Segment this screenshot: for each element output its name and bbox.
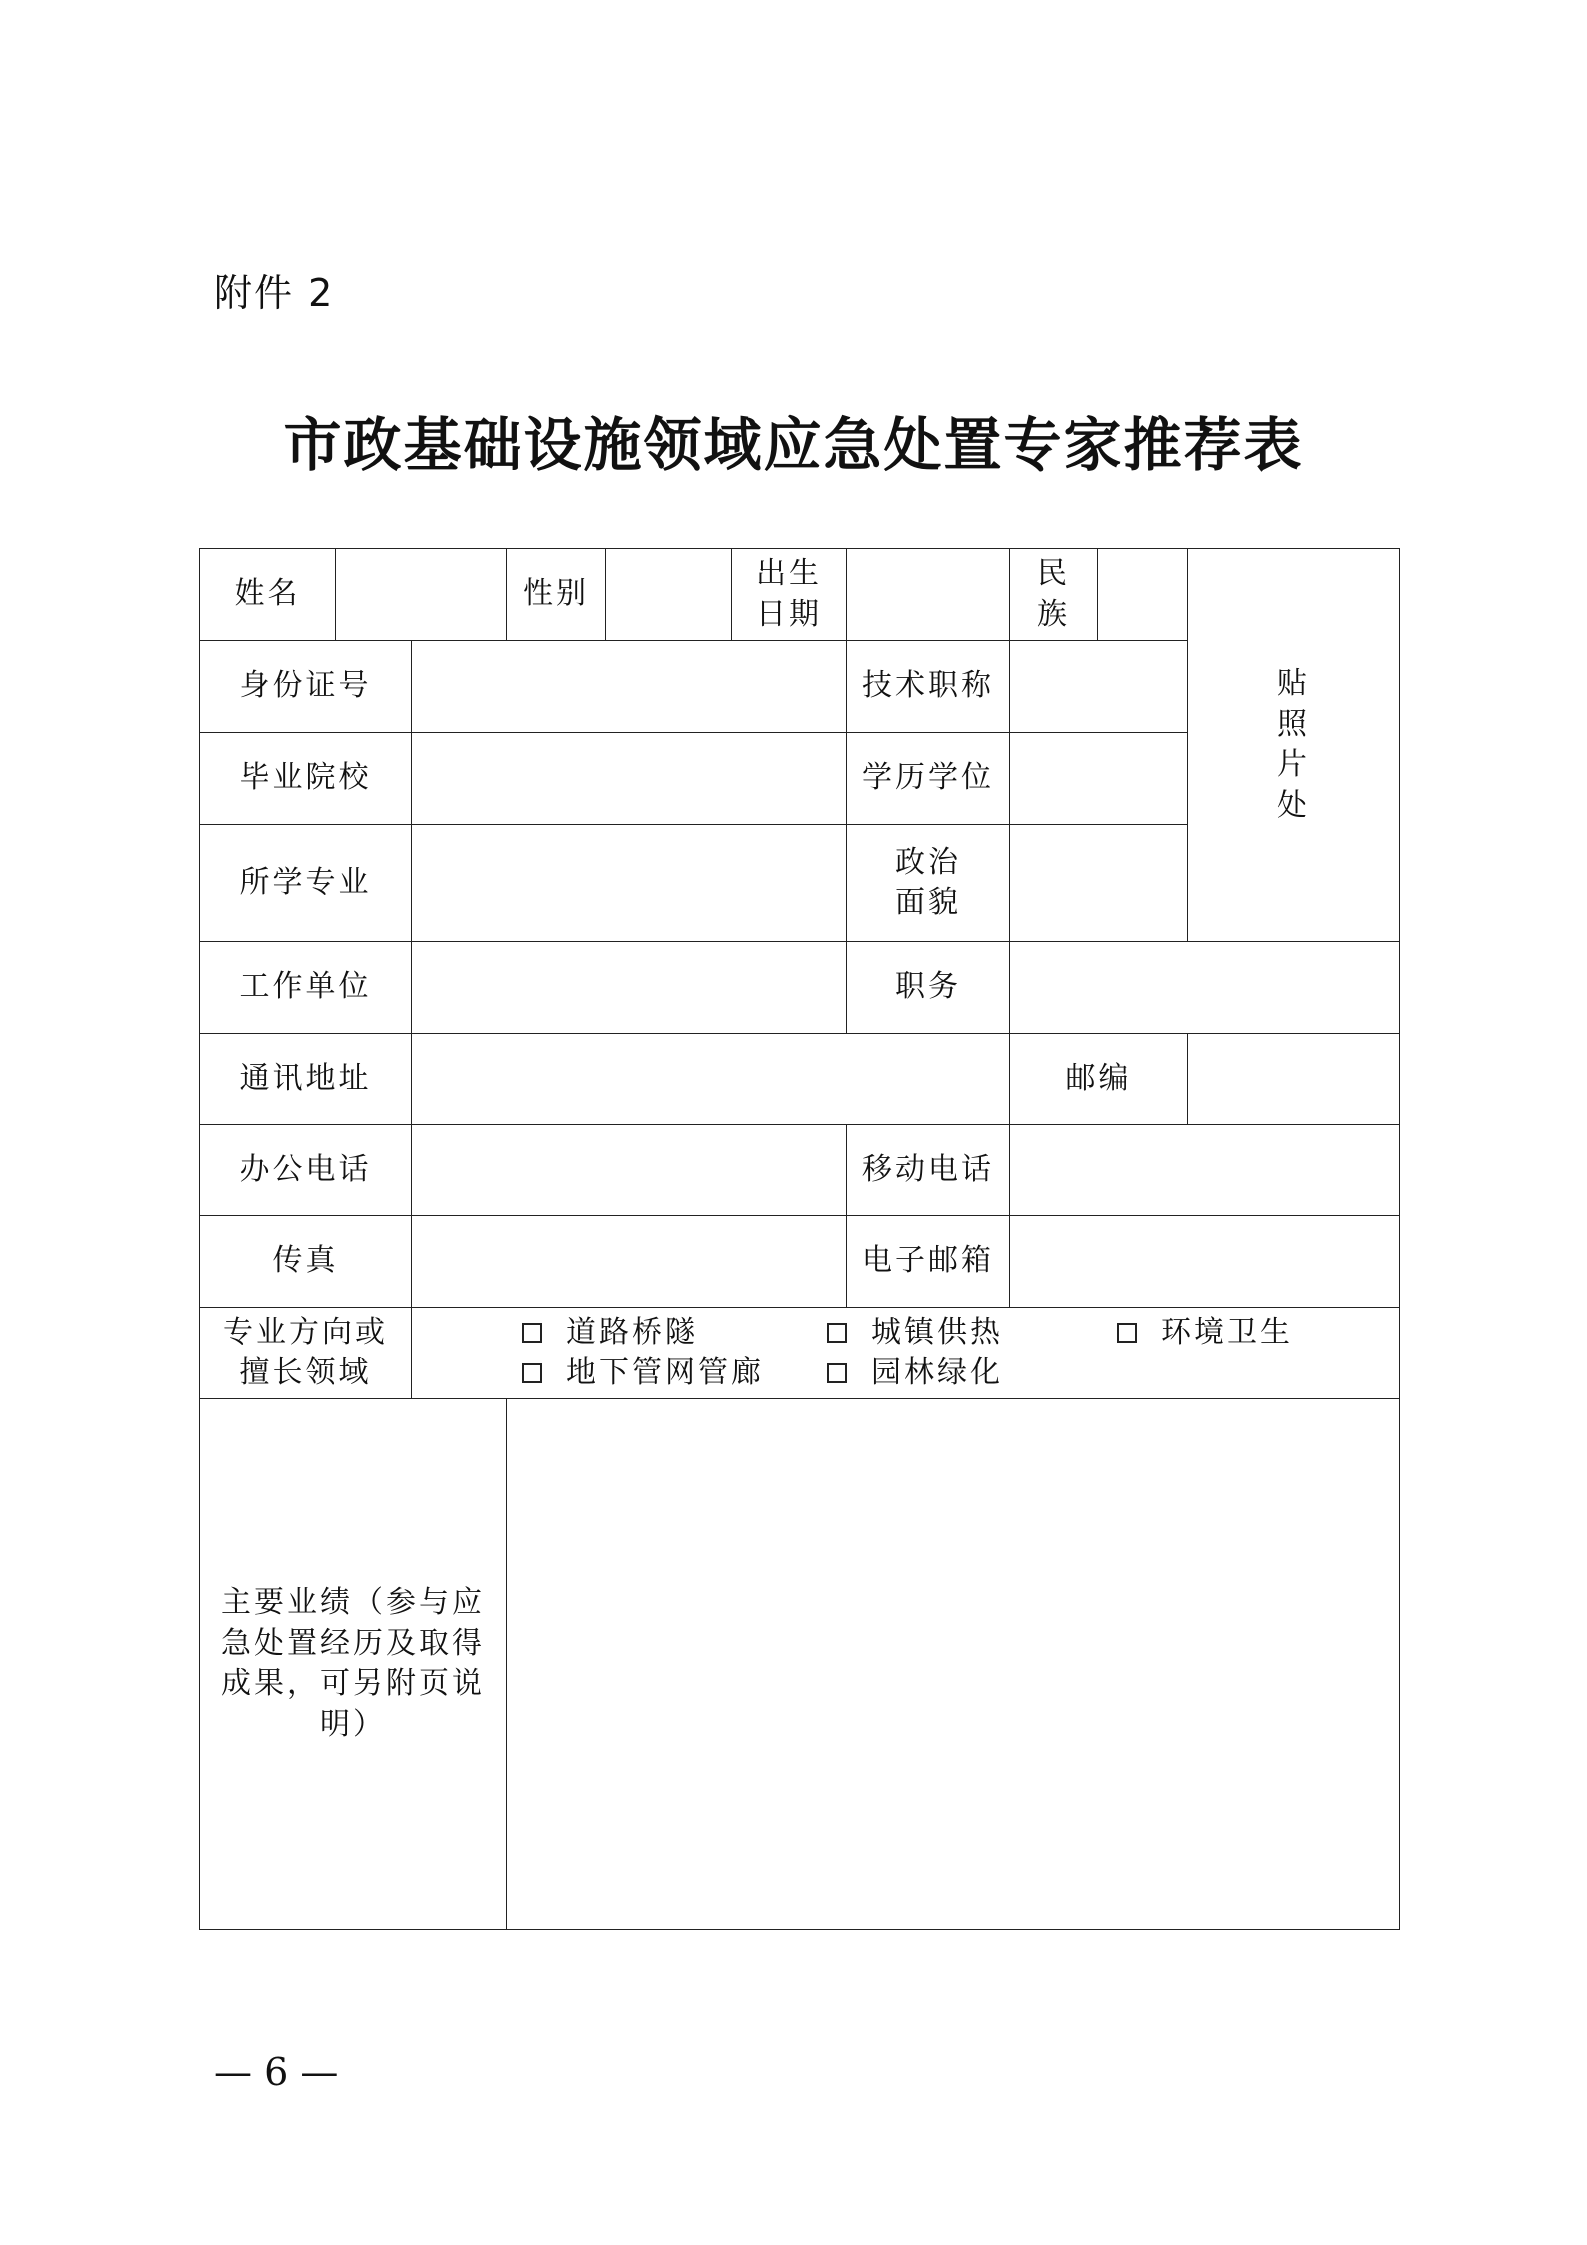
checkbox-icon[interactable] [522,1363,542,1383]
school-field[interactable] [412,733,847,825]
id-number-field[interactable] [412,641,847,733]
checkbox-icon[interactable] [827,1323,847,1343]
checkbox-icon[interactable] [522,1323,542,1343]
option-underground-pipeline[interactable] [522,1353,827,1394]
major-label: 所学专业 [200,825,412,942]
achievements-label: 主要业绩（参与应急处置经历及取得成果，可另附页说明） [200,1399,507,1930]
mobile-label: 移动电话 [847,1125,1010,1216]
option-sanitation[interactable] [1117,1313,1293,1354]
employer-label: 工作单位 [200,942,412,1034]
name-field[interactable] [336,549,507,641]
option-road-bridge-tunnel[interactable] [522,1313,827,1354]
id-number-label: 身份证号 [200,641,412,733]
ethnic-label: 民 族 [1010,549,1098,641]
name-label: 姓名 [200,549,336,641]
degree-field[interactable] [1010,733,1188,825]
option-label: 环境卫生 [1161,1314,1293,1350]
achievements-field[interactable] [507,1399,1400,1930]
office-phone-field[interactable] [412,1125,847,1216]
political-status-label: 政治 面貌 [847,825,1010,942]
recommendation-form [199,548,1400,1930]
birth-date-label: 出生 日期 [732,549,847,641]
office-phone-label: 办公电话 [200,1125,412,1216]
fax-label: 传真 [200,1216,412,1308]
fax-field[interactable] [412,1216,847,1308]
mobile-field[interactable] [1010,1125,1400,1216]
option-landscaping[interactable] [827,1353,1117,1394]
position-label: 职务 [847,942,1010,1034]
photo-area: 贴 照 片 处 [1188,549,1400,942]
political-status-field[interactable] [1010,825,1188,942]
page-number: — 6 — [214,2050,339,2094]
gender-label: 性别 [507,549,606,641]
email-field[interactable] [1010,1216,1400,1308]
option-label: 园林绿化 [871,1355,1003,1390]
birth-date-field[interactable] [847,549,1010,641]
tech-title-label: 技术职称 [847,641,1010,733]
expertise-options [412,1308,1400,1399]
school-label: 毕业院校 [200,733,412,825]
employer-field[interactable] [412,942,847,1034]
option-label: 道路桥隧 [566,1314,698,1350]
address-label: 通讯地址 [200,1034,412,1125]
page-title: 市政基础设施领域应急处置专家推荐表 [283,411,1304,479]
address-field[interactable] [412,1034,1010,1125]
expertise-label: 专业方向或 擅长领域 [200,1308,412,1399]
ethnic-field[interactable] [1098,549,1188,641]
checkbox-icon[interactable] [827,1363,847,1383]
email-label: 电子邮箱 [847,1216,1010,1308]
checkbox-icon[interactable] [1117,1323,1137,1343]
position-field[interactable] [1010,942,1400,1034]
option-label: 城镇供热 [871,1314,1003,1350]
postcode-field[interactable] [1188,1034,1400,1125]
attachment-label: 附件 2 [214,271,335,315]
gender-field[interactable] [606,549,732,641]
option-urban-heating[interactable] [827,1313,1117,1354]
postcode-label: 邮编 [1010,1034,1188,1125]
degree-label: 学历学位 [847,733,1010,825]
option-label: 地下管网管廊 [566,1355,764,1390]
tech-title-field[interactable] [1010,641,1188,733]
major-field[interactable] [412,825,847,942]
